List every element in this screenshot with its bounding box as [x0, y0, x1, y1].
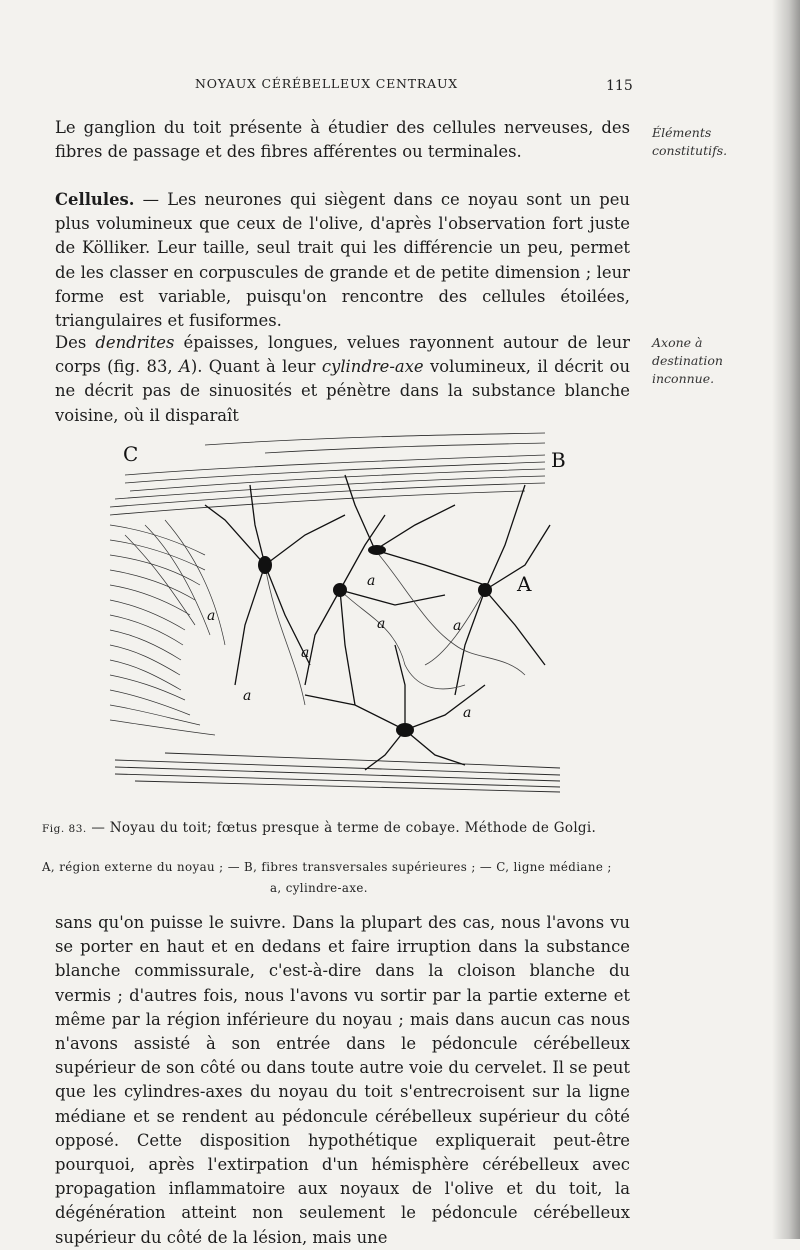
paragraph-dendrites [55, 331, 630, 428]
paragraph-continuation: sans qu'on puisse le suivre. Dans la plupart des cas, nous l'avons vu se porter en haut et en dedans et faire irruption dans la substance blanche commissurale, c'est-à-dire dans la cloison blanche du vermis ; d'autres fois, nous l'avons vu sortir par la partie externe et même par la région inférieure du noyau ; mais dans aucun cas nous n'avons assisté à son entrée dans le pédoncule cérébelleux supérieur de son côté ou dans toute autre voie du cervelet. Il se peut que les cylindres-axes du noyau du toit s'entrecroisent sur la ligne médiane et se rendent au pédoncule cérébelleux supérieur du côté opposé. Cette disposition hypothétique expliquerait peut-être pourquoi, après l'extirpation d'un hémisphère cérébelleux avec propagation inflammatoire aux noyaux de l'olive et du toit, la dégénération atteint non seulement le pédoncule cérébelleux supérieur du côté de la lésion, mais une [55, 913, 630, 1247]
neuron-body [258, 556, 272, 574]
page-edge-shadow [772, 0, 800, 1239]
figure-label-a: a [453, 618, 462, 634]
paragraph-cellules-text: — Les neurones qui siègent dans ce noyau sont un peu plus volumineux que ceux de l'olive, d'après l'observation fort juste de Kölliker. Leur taille, seul trait qui les différencie un peu, permet de les classer en corpuscules de grande et de petite dimension ; leur forme est variable, puisqu'on rencontre des cellules étoilées, triangulaires et fusiformes. [55, 190, 630, 331]
text-run: épaisses, longues, velues rayonnent autour de leur corps (fig. 83, [55, 333, 630, 377]
term-dendrites: dendrites [95, 333, 175, 352]
text-run: volumineux, il décrit ou ne décrit pas de sinuosités et pénètre dans la substance blanche voisine, où il disparaît [55, 357, 630, 425]
neuron-body [368, 545, 386, 555]
figure-label-a: a [301, 645, 310, 661]
figure-label-a: a [243, 688, 252, 704]
figure-ref-A: A [178, 357, 191, 377]
margin-note-elements: Éléments constitutifs. [652, 125, 728, 158]
legend-line-2: a, cylindre-axe. [270, 881, 368, 895]
fiber-bundle-top [110, 433, 545, 515]
fiber-bundle-left [110, 520, 225, 735]
figure-legend [42, 857, 642, 899]
page-number: 115 [606, 78, 633, 94]
running-title: NOYAUX CÉRÉBELLEUX CENTRAUX [195, 76, 459, 91]
figure-label-A: A [517, 572, 532, 596]
figure-caption [42, 820, 642, 836]
paragraph-intro: Le ganglion du toit présente à étudier des cellules nerveuses, des fibres de passage et des fibres afférentes ou terminales. [55, 118, 630, 162]
paragraph-cellules [55, 188, 630, 333]
caption-text: — Noyau du toit; fœtus presque à terme de cobaye. Méthode de Golgi. [86, 820, 597, 836]
neuron-body [478, 583, 492, 597]
legend-line-1: A, région externe du noyau ; — B, fibres transversales supérieures ; — C, ligne médiane ; [42, 860, 612, 874]
figure-label-C: C [123, 442, 139, 466]
figure-label-a: a [463, 705, 472, 721]
neuron-body [396, 723, 414, 737]
fiber-bundle-bottom [115, 753, 560, 792]
figure-golgi-neurons [105, 425, 575, 800]
figure-label-a: a [377, 616, 386, 632]
caption-prefix: Fig. 83. [42, 823, 87, 835]
neuron-body [333, 583, 347, 597]
term-cylindre-axe: cylindre-axe [321, 357, 424, 377]
section-lead-cellules: Cellules. [55, 190, 135, 209]
figure-label-a: a [207, 608, 216, 624]
margin-note-axone: Axone à destination inconnue. [652, 335, 723, 386]
text-run: Des [55, 333, 96, 352]
figure-label-a: a [367, 573, 376, 589]
figure-label-B: B [551, 448, 566, 472]
axons [265, 550, 525, 705]
text-run: ). Quant à leur [190, 357, 322, 377]
